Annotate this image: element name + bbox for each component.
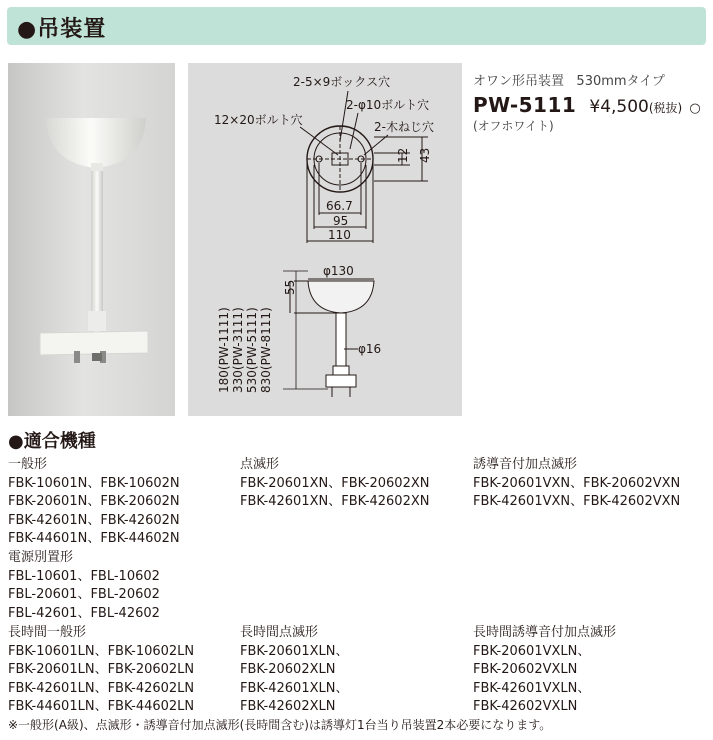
dim-95: 95 (333, 214, 349, 228)
list-item: FBK-42601LN、FBK-42602LN (8, 680, 195, 696)
group-heading: 長時間誘導音付加点滅形 (473, 625, 617, 640)
model-number: PW-5111 (473, 93, 577, 117)
list-item: FBK-42602XLN (240, 699, 336, 714)
list-item: FBK-42601VXLN、 (473, 680, 591, 696)
list-item: FBK-20601N、FBK-20602N (8, 494, 180, 509)
product-size: 530mmタイプ (576, 74, 665, 89)
list-item: FBK-42601N、FBK-42602N (8, 512, 180, 528)
length-pw8111: 830(PW-8111) (259, 307, 273, 393)
list-item: FBK-44601N、FBK-44602N (8, 531, 180, 546)
list-item: FBK-20601LN、FBK-20602LN (8, 662, 195, 677)
compat-group-standard (8, 456, 180, 549)
list-item: FBK-44601LN、FBK-44602LN (8, 699, 195, 714)
list-item: FBK-20601XN、FBK-20602XN (240, 475, 430, 491)
list-item: FBK-10601N、FBK-10602N (8, 475, 180, 491)
compat-group-flashing (240, 456, 429, 512)
compat-group-long-standard (8, 624, 194, 717)
group-heading: 誘導音付加点滅形 (473, 457, 578, 472)
dim-phi16: φ16 (358, 342, 382, 356)
dim-12: 12 (396, 147, 410, 163)
group-heading: 長時間点滅形 (240, 625, 319, 640)
product-info (473, 70, 708, 134)
list-item: FBK-42601XLN、 (240, 680, 349, 696)
compat-group-long-flashing (240, 624, 348, 717)
compat-group-voice-flashing (473, 456, 680, 512)
section-header (7, 7, 706, 45)
dim-43: 43 (418, 147, 432, 163)
compat-title: ●適合機種 (8, 431, 96, 452)
list-item: FBL-20601、FBL-20602 (8, 587, 160, 602)
list-item: FBL-42601、FBL-42602 (8, 605, 160, 621)
dim-phi130: φ130 (323, 264, 354, 278)
group-heading: 電源別置形 (8, 550, 74, 565)
dim-66-7: 66.7 (326, 199, 353, 213)
group-heading: 点滅形 (240, 457, 280, 472)
availability-mark: ○ (689, 101, 701, 116)
list-item: FBK-20602XLN (240, 662, 336, 677)
list-item: FBK-42602VXLN (473, 699, 578, 714)
list-item: FBL-10601、FBL-10602 (8, 568, 160, 584)
compat-group-long-voice-flashing (473, 624, 616, 717)
tax-note: (税抜) (648, 101, 683, 115)
footnote: ※一般形(A級)、点滅形・誘導音付加点滅形(長時間含む)は誘導灯1台当り吊装置2本必要になります。 (8, 718, 552, 732)
product-line (473, 93, 708, 117)
length-pw3111: 330(PW-3111) (231, 307, 245, 393)
compat-group-separate-power (8, 549, 160, 623)
dimension-diagram (188, 63, 462, 416)
label-bolt-hole-10: 2-φ10ボルト穴 (346, 98, 430, 112)
group-heading: 長時間一般形 (8, 625, 87, 640)
product-photo (8, 63, 175, 416)
list-item: FBK-10601LN、FBK-10602LN (8, 643, 195, 659)
product-type: オワン形吊装置 (473, 74, 565, 89)
label-wood-screw-hole: 2-木ねじ穴 (374, 120, 434, 134)
product-subtitle (473, 70, 708, 89)
list-item: FBK-20602VXLN (473, 662, 578, 677)
price: ¥4,500 (589, 97, 649, 117)
list-item: FBK-42601XN、FBK-42602XN (240, 494, 430, 509)
list-item: FBK-20601VXN、FBK-20602VXN (473, 475, 681, 491)
dim-110: 110 (328, 228, 351, 242)
list-item: FBK-42601VXN、FBK-42602VXN (473, 494, 681, 509)
label-box-hole: 2-5×9ボックス穴 (293, 75, 391, 89)
length-pw5111: 530(PW-5111) (245, 307, 259, 393)
list-item: FBK-20601XLN、 (240, 643, 349, 659)
label-bolt-hole-12x20: 12×20ボルト穴 (214, 113, 303, 127)
length-pw1111: 180(PW-1111) (217, 307, 231, 393)
group-heading: 一般形 (8, 457, 48, 472)
section-title: ●吊装置 (17, 17, 107, 42)
list-item: FBK-20601VXLN、 (473, 643, 591, 659)
dim-55: 55 (283, 279, 297, 295)
product-color: (オフホワイト) (473, 119, 554, 133)
